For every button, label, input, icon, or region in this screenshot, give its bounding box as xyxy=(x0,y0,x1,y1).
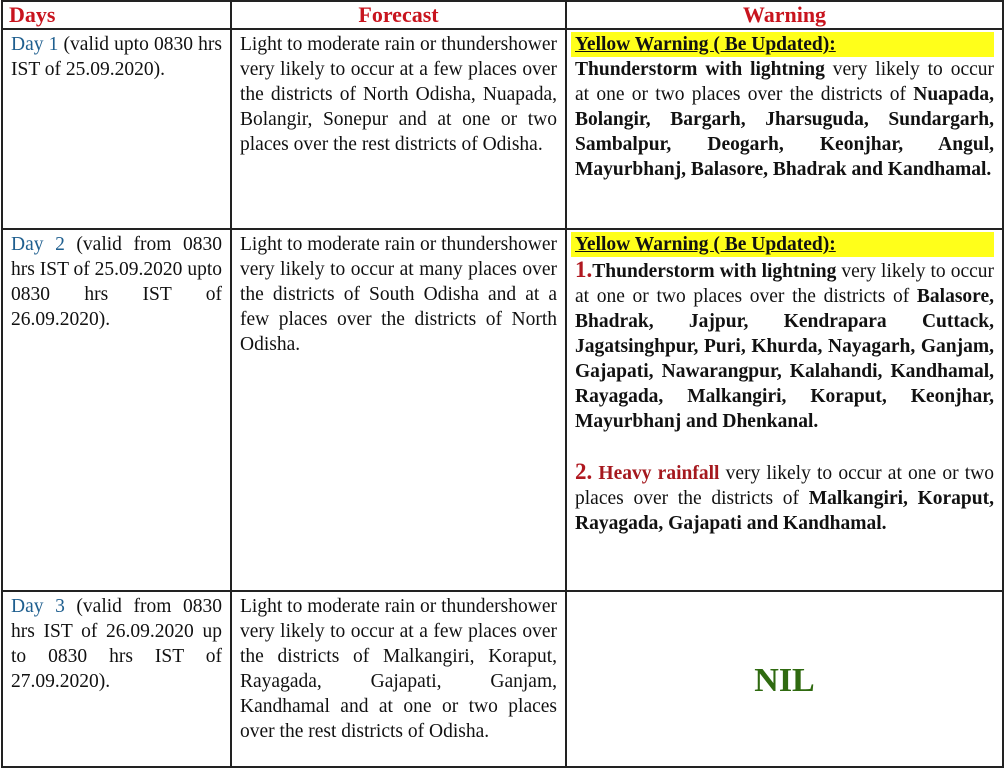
item-number: 1. xyxy=(575,257,593,282)
day-label: Day 3 xyxy=(11,596,65,617)
warning-item-2 xyxy=(575,459,994,536)
warning-hazard: Thunderstorm with lightning xyxy=(592,261,837,282)
warning-cell xyxy=(566,29,1003,229)
warning-hazard: Thunderstorm with lightning xyxy=(575,59,825,80)
warning-title: Yellow Warning ( Be Updated): xyxy=(571,32,994,57)
day-cell xyxy=(2,229,231,591)
warning-text: very likely to occur at one or two places over the districts of xyxy=(575,261,994,307)
warning-districts: Balasore, Bhadrak, Jajpur, Kendrapara Cuttack, Jagatsinghpur, Puri, Khurda, Nayagarh, Ganjam, Gajapati, Nawarangpur, Kalahandi, Kandhamal, Rayagada, Malkangiri, Koraput, Keonjhar, Mayurbhanj and Dhenkanal. xyxy=(575,286,994,432)
table-row-day-1 xyxy=(2,29,1003,229)
day-validity: (valid upto 0830 hrs IST of 25.09.2020). xyxy=(11,34,222,80)
table-row-day-3 xyxy=(2,591,1003,767)
forecast-cell: Light to moderate rain or thundershower very likely to occur at many places over the districts of South Odisha and at a few places over the districts of North Odisha. xyxy=(231,229,566,591)
warning-item-1 xyxy=(575,257,994,434)
forecast-cell: Light to moderate rain or thundershower very likely to occur at a few places over the districts of Malkangiri, Koraput, Rayagada, Gajapati, Ganjam, Kandhamal and at one or two places over the rest districts of Odisha. xyxy=(231,591,566,767)
warning-title: Yellow Warning ( Be Updated): xyxy=(571,232,994,257)
spacer xyxy=(575,434,994,459)
day-cell xyxy=(2,591,231,767)
header-row xyxy=(2,1,1003,29)
header-forecast: Forecast xyxy=(231,1,566,29)
day-validity: (valid from 0830 hrs IST of 25.09.2020 upto 0830 hrs IST of 26.09.2020). xyxy=(11,234,222,330)
header-warning: Warning xyxy=(566,1,1003,29)
item-number: 2. xyxy=(575,459,593,484)
warning-text: very likely to occur at one or two places over the districts of xyxy=(575,463,995,509)
warning-nil: NIL xyxy=(566,591,1003,767)
warning-districts: Nuapada, Bolangir, Bargarh, Jharsuguda, Sundargarh, Sambalpur, Deogarh, Keonjhar, Angul, Mayurbhanj, Balasore, Bhadrak and Kandhamal. xyxy=(575,84,994,180)
warning-hazard: Heavy rainfall xyxy=(598,463,720,484)
header-days: Days xyxy=(2,1,231,29)
table-row-day-2 xyxy=(2,229,1003,591)
day-label: Day 1 xyxy=(11,34,59,55)
day-label: Day 2 xyxy=(11,234,65,255)
warning-cell xyxy=(566,229,1003,591)
warning-text: very likely to occur at one or two places over the districts of xyxy=(575,59,994,105)
day-validity: (valid from 0830 hrs IST of 26.09.2020 up to 0830 hrs IST of 27.09.2020). xyxy=(11,596,222,692)
warning-districts: Malkangiri, Koraput, Rayagada, Gajapati and Kandhamal. xyxy=(575,488,994,534)
forecast-cell: Light to moderate rain or thundershower very likely to occur at a few places over the districts of North Odisha, Nuapada, Bolangir, Sonepur and at one or two places over the rest districts of Odisha. xyxy=(231,29,566,229)
weather-warning-table xyxy=(1,0,1004,768)
day-cell xyxy=(2,29,231,229)
